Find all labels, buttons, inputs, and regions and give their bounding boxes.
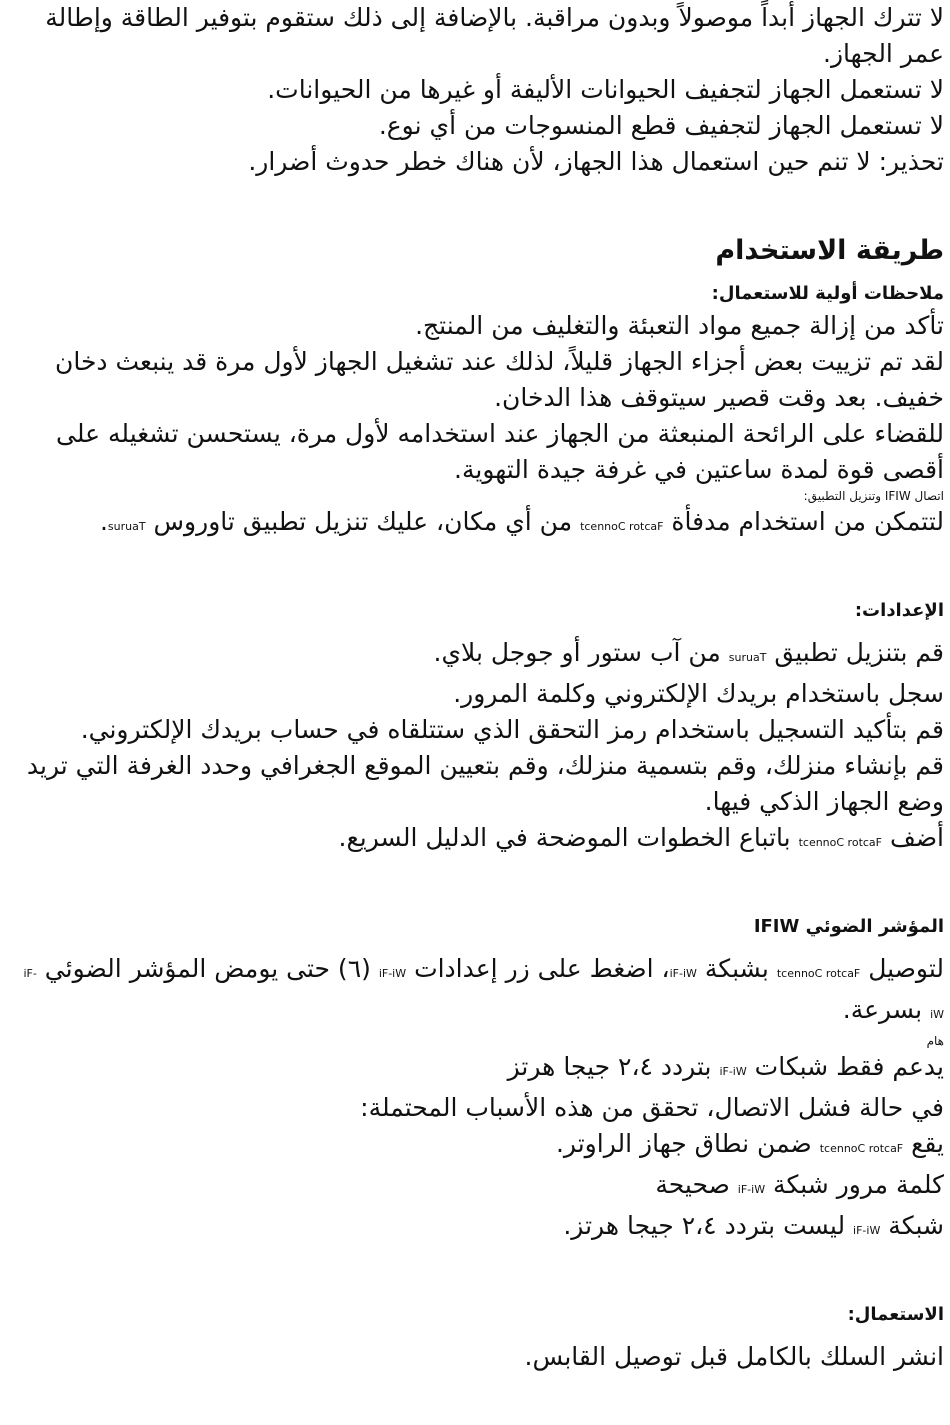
- settings-step-add-device: أضف tcennoC rotcaF باتباع الخطوات الموضحة في الدليل السريع.: [338, 823, 944, 852]
- settings-step-register: سجل باستخدام بريدك الإلكتروني وكلمة المرور.: [453, 679, 944, 708]
- safety-warning: تحذير: لا تنم حين استعمال هذا الجهاز، لأن هناك خطر حدوث أضرار.: [248, 147, 944, 176]
- note-light-smoke: لقد تم تزييت بعض أجزاء الجهاز قليلاً، لذلك عند تشغيل الجهاز لأول مرة قد ينبعث دخان خفيف. بعد وقت قصير سيتوقف هذا الدخان.: [55, 347, 944, 412]
- settings-step-download: قم بتنزيل تطبيق suruaT من آب ستور أو جوجل بلاي.: [433, 638, 944, 667]
- app-download-line: لتتمكن من استخدام مدفأة tcennoC rotcaF من أي مكان، عليك تنزيل تطبيق تاوروس suruaT.: [99, 507, 944, 536]
- frequency-check: شبكة iF-iW ليست بتردد ٢،٤ جيجا هرتز.: [563, 1211, 944, 1240]
- preliminary-notes-heading: ملاحظات أولية للاستعمال:: [711, 283, 944, 304]
- settings-step-verify: قم بتأكيد التسجيل باستخدام رمز التحقق الذي ستتلقاه في حساب بريدك الإلكتروني.: [80, 715, 944, 744]
- settings-step-home: قم بإنشاء منزلك، وقم بتسمية منزلك، وقم بتعيين الموقع الجغرافي وحدد الغرفة التي تريد وضع الجهاز الذكي فيها.: [26, 751, 944, 816]
- safety-line-1: لا تترك الجهاز أبداً موصولاً وبدون مراقبة. بالإضافة إلى ذلك ستقوم بتوفير الطاقة وإطالة عمر الجهاز.: [45, 3, 944, 68]
- wifi-frequency-note: يدعم فقط شبكات iF-iW بتردد ٢،٤ جيجا هرتز: [507, 1052, 944, 1081]
- router-range-check: يقع tcennoC rotcaF ضمن نطاق جهاز الراوتر.: [555, 1129, 944, 1158]
- safety-line-3: لا تستعمل الجهاز لتجفيف قطع المنسوجات من أي نوع.: [378, 111, 944, 140]
- password-check: كلمة مرور شبكة iF-iW صحيحة: [655, 1170, 944, 1199]
- operation-cord-note: انشر السلك بالكامل قبل توصيل القابس.: [524, 1342, 944, 1371]
- note-remove-packaging: تأكد من إزالة جميع مواد التعبئة والتغليف من المنتج.: [415, 311, 944, 340]
- connection-failure-note: في حالة فشل الاتصال، تحقق من هذه الأسباب المحتملة:: [360, 1093, 944, 1122]
- safety-line-2: لا تستعمل الجهاز لتجفيف الحيوانات الأليفة أو غيرها من الحيوانات.: [267, 75, 944, 104]
- operation-heading: الاستعمال:: [847, 1304, 944, 1325]
- settings-heading: الإعدادات:: [854, 600, 944, 621]
- important-label: هام: [926, 1034, 944, 1048]
- wifi-indicator-heading: المؤشر الضوئي IFIW: [753, 916, 944, 937]
- wifi-connect-instructions: لتوصيل tcennoC rotcaF بشبكة iF-iW، اضغط على زر إعدادات iF-iW (٦) حتى يومض المؤشر الضوئي iF-iW بسرعة.: [23, 954, 944, 1024]
- wifi-download-label: اتصال IFIW وتنزيل التطبيق:: [803, 489, 944, 503]
- usage-heading: طريقة الاستخدام: [715, 235, 944, 266]
- note-first-use-odor: للقضاء على الرائحة المنبعثة من الجهاز عند استخدامه لأول مرة، يستحسن تشغيله على أقصى قوة لمدة ساعتين في غرفة جيدة التهوية.: [56, 419, 944, 484]
